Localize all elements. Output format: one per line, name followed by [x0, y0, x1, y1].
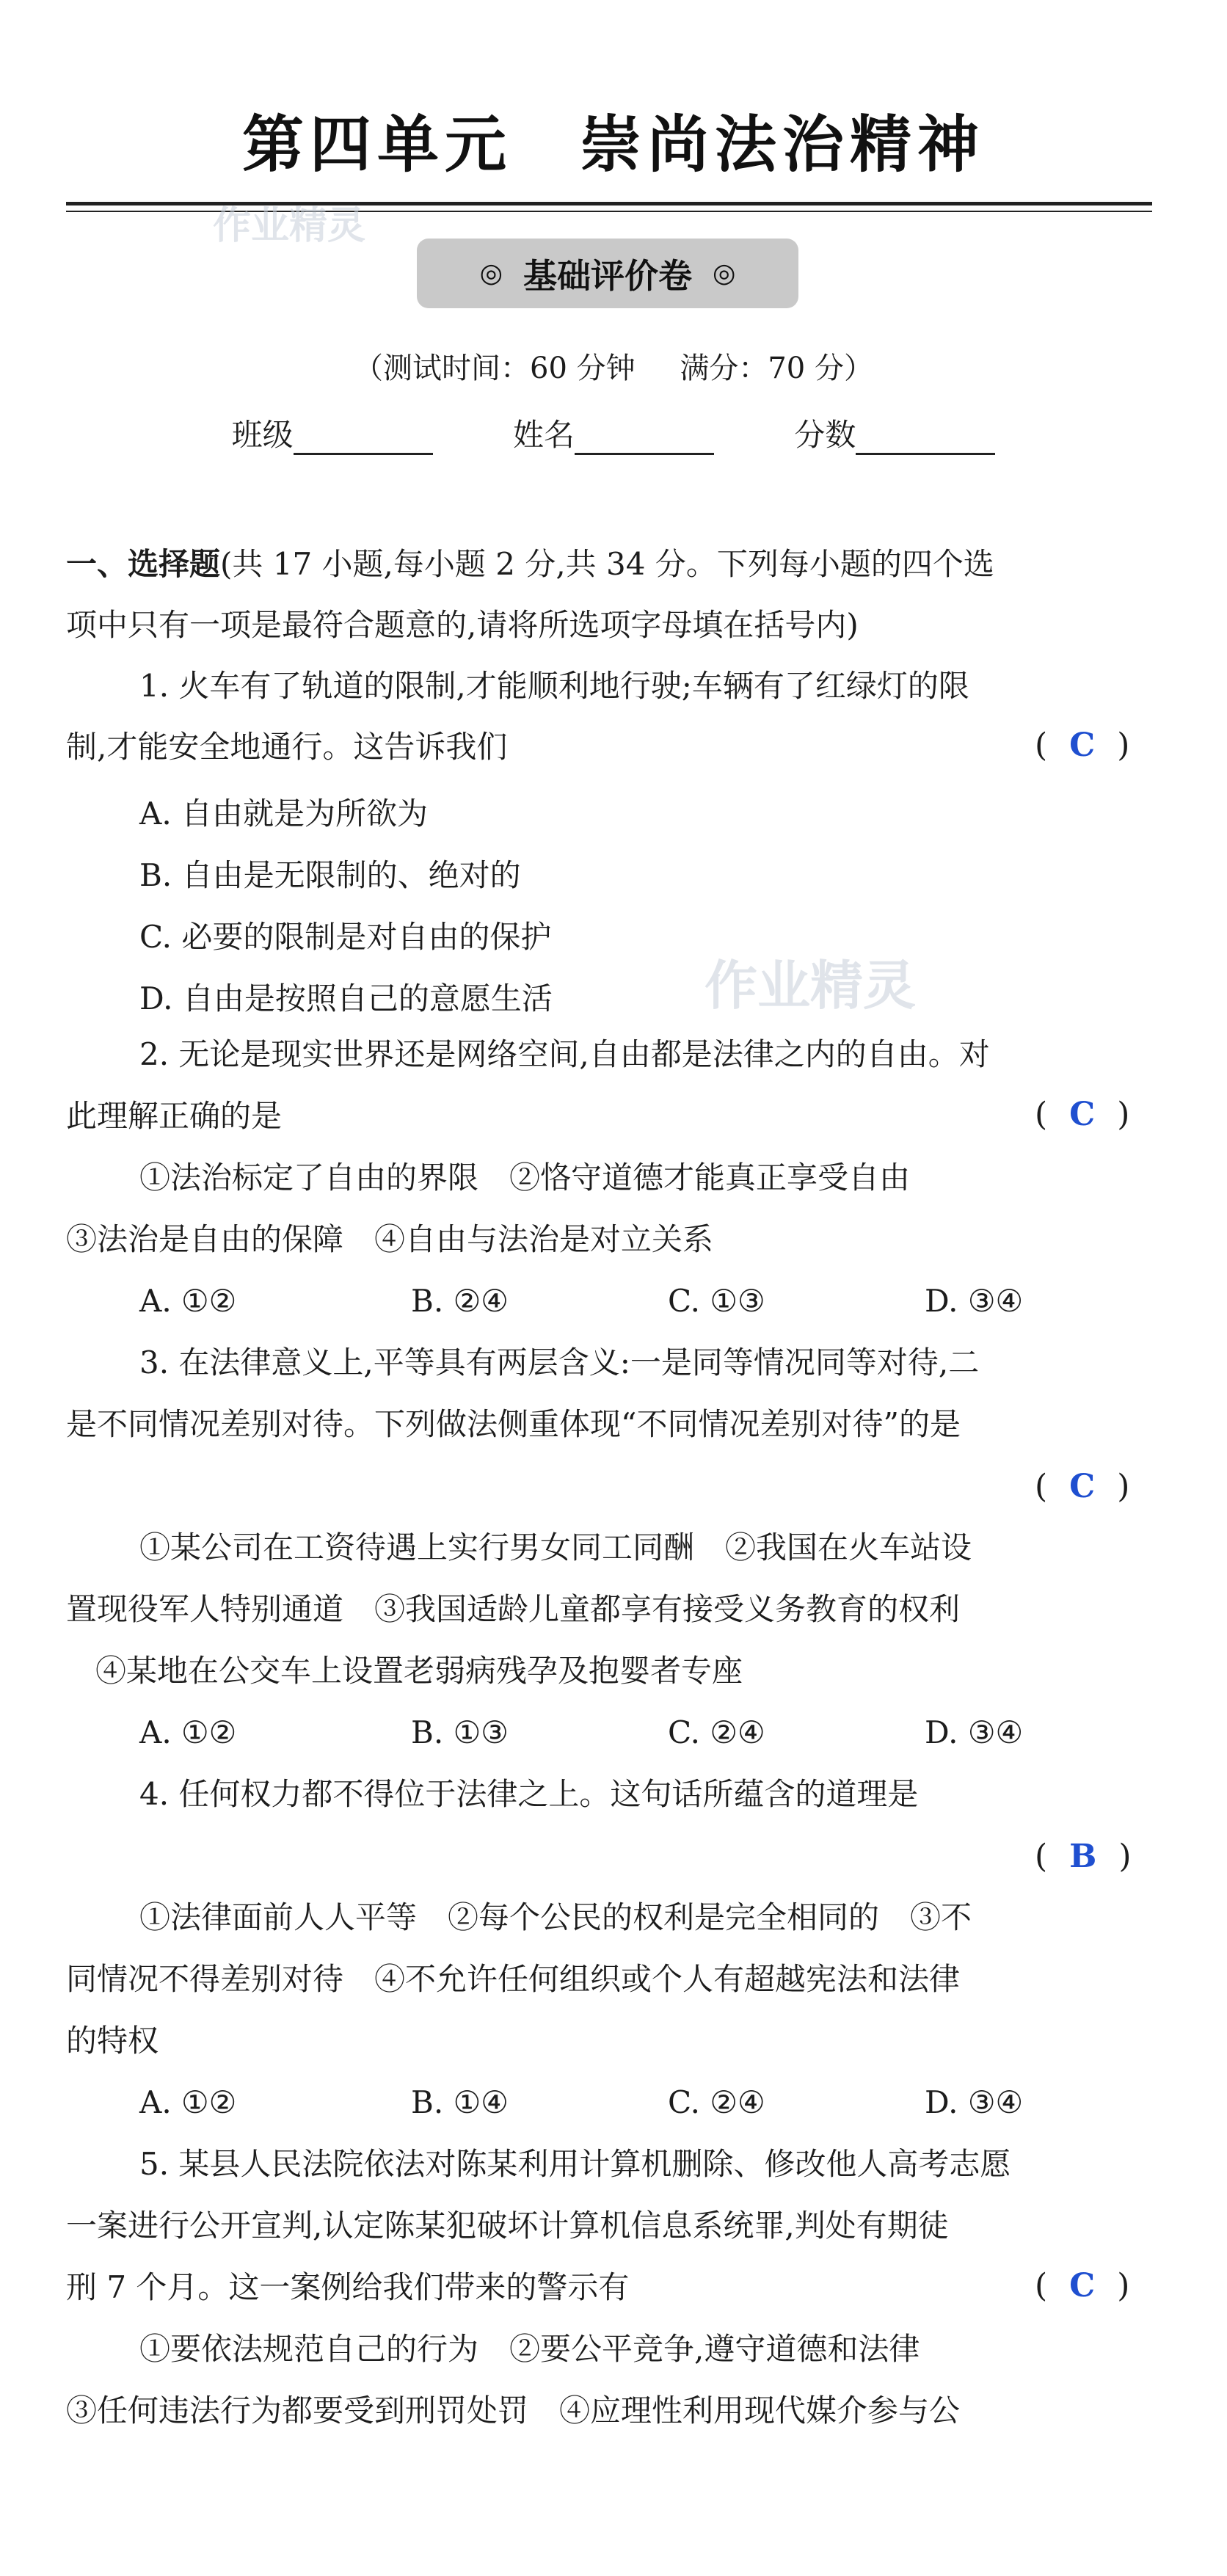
paper-label-badge — [417, 239, 798, 308]
class-blank[interactable] — [294, 426, 433, 455]
test-time: （测试时间：60 分钟 — [354, 352, 636, 385]
question-1-option: C. 必要的限制是对自由的保护 — [139, 919, 552, 955]
question-3-text: 3. 在法律意义上,平等具有两层含义:一是同等情况同等对待,二 — [139, 1345, 980, 1380]
question-3-answer: ( C ) — [1035, 1468, 1130, 1505]
name-blank[interactable] — [575, 426, 714, 455]
student-info-row — [0, 411, 1227, 455]
question-1-option: B. 自由是无限制的、绝对的 — [139, 857, 521, 893]
question-4-option: B. ①④ — [411, 2084, 509, 2120]
watermark: 作业精灵 — [704, 955, 917, 1016]
answer-letter: C — [1069, 727, 1096, 764]
question-5-text: 5. 某县人民法院依法对陈某利用计算机删除、修改他人高考志愿 — [139, 2146, 1011, 2182]
question-5-text: 刑 7 个月。这一案例给我们带来的警示有 — [66, 2269, 630, 2305]
full-score: 满分：70 分） — [680, 352, 873, 385]
question-3-statement: 置现役军人特别通道 ③我国适龄儿童都享有接受义务教育的权利 — [66, 1591, 961, 1627]
question-3-statement: ④某地在公交车上设置老弱病残孕及抱婴者专座 — [95, 1653, 743, 1689]
question-3-statement: ①某公司在工资待遇上实行男女同工同酬 ②我国在火车站设 — [139, 1529, 972, 1565]
unit-title: 第四单元 崇尚法治精神 — [241, 109, 985, 181]
question-5-text: 一案进行公开宣判,认定陈某犯破坏计算机信息系统罪,判处有期徒 — [66, 2208, 949, 2244]
question-4-option: D. ③④ — [925, 2084, 1024, 2120]
question-1-option: A. 自由就是为所欲为 — [139, 796, 429, 832]
score-blank[interactable] — [856, 426, 995, 455]
watermark: 作业精灵 — [213, 204, 366, 248]
question-4-text: 4. 任何权力都不得位于法律之上。这句话所蕴含的道理是 — [139, 1776, 919, 1812]
question-4-option: A. ①② — [139, 2084, 237, 2120]
badge-circle-icon: ◎ — [479, 258, 503, 288]
question-3-option: D. ③④ — [925, 1714, 1024, 1750]
section-title: 一、选择题 — [66, 546, 221, 582]
question-1-answer: ( C ) — [1035, 727, 1130, 764]
question-3-option: C. ②④ — [668, 1714, 765, 1750]
answer-letter: C — [1069, 1096, 1096, 1133]
answer-letter: C — [1069, 2267, 1096, 2304]
question-2-option: D. ③④ — [925, 1283, 1024, 1319]
section-desc: (共 17 小题,每小题 2 分,共 34 分。下列每小题的四个选 — [220, 546, 994, 582]
name-label: 姓名 — [512, 417, 575, 453]
score-field[interactable] — [794, 411, 995, 455]
question-5-statement: ③任何违法行为都要受到刑罚处罚 ④应理性利用现代媒介参与公 — [66, 2393, 961, 2428]
score-label: 分数 — [794, 417, 856, 453]
question-3-option: A. ①② — [139, 1714, 237, 1750]
question-4-statement: 的特权 — [66, 2023, 159, 2059]
question-1-text: 1. 火车有了轨道的限制,才能顺利地行驶;车辆有了红绿灯的限 — [139, 668, 969, 704]
class-label: 班级 — [231, 417, 294, 453]
question-5-answer: ( C ) — [1035, 2267, 1130, 2304]
question-2-option: B. ②④ — [411, 1283, 509, 1319]
question-3-text: 是不同情况差别对待。下列做法侧重体现“不同情况差别对待”的是 — [66, 1406, 961, 1442]
question-2-statement: ①法治标定了自由的界限 ②恪守道德才能真正享受自由 — [139, 1160, 911, 1196]
exam-meta — [0, 345, 1227, 387]
question-4-statement: 同情况不得差别对待 ④不允许任何组织或个人有超越宪法和法律 — [66, 1961, 961, 1997]
answer-letter: B — [1069, 1838, 1097, 1875]
section-heading — [66, 546, 994, 583]
question-1-option: D. 自由是按照自己的意愿生活 — [139, 980, 553, 1016]
question-2-option: A. ①② — [139, 1283, 237, 1319]
question-2-text: 此理解正确的是 — [66, 1098, 283, 1134]
question-2-option: C. ①③ — [668, 1283, 765, 1319]
question-4-answer: ( B ) — [1035, 1838, 1132, 1875]
question-3-option: B. ①③ — [411, 1714, 509, 1750]
name-field[interactable] — [513, 411, 714, 455]
class-field[interactable] — [232, 411, 433, 455]
question-2-statement: ③法治是自由的保障 ④自由与法治是对立关系 — [66, 1221, 714, 1257]
answer-letter: C — [1069, 1468, 1096, 1505]
question-2-text: 2. 无论是现实世界还是网络空间,自由都是法律之内的自由。对 — [139, 1036, 990, 1072]
question-1-text: 制,才能安全地通行。这告诉我们 — [66, 729, 508, 765]
question-4-option: C. ②④ — [668, 2084, 765, 2120]
paper-label: 基础评价卷 — [523, 255, 692, 296]
question-5-statement: ①要依法规范自己的行为 ②要公平竞争,遵守道德和法律 — [139, 2331, 920, 2367]
question-2-answer: ( C ) — [1035, 1096, 1130, 1133]
question-4-statement: ①法律面前人人平等 ②每个公民的权利是完全相同的 ③不 — [139, 1899, 972, 1935]
badge-circle-icon: ◎ — [713, 258, 736, 288]
section-desc-line: 项中只有一项是最符合题意的,请将所选项字母填在括号内) — [66, 607, 859, 643]
